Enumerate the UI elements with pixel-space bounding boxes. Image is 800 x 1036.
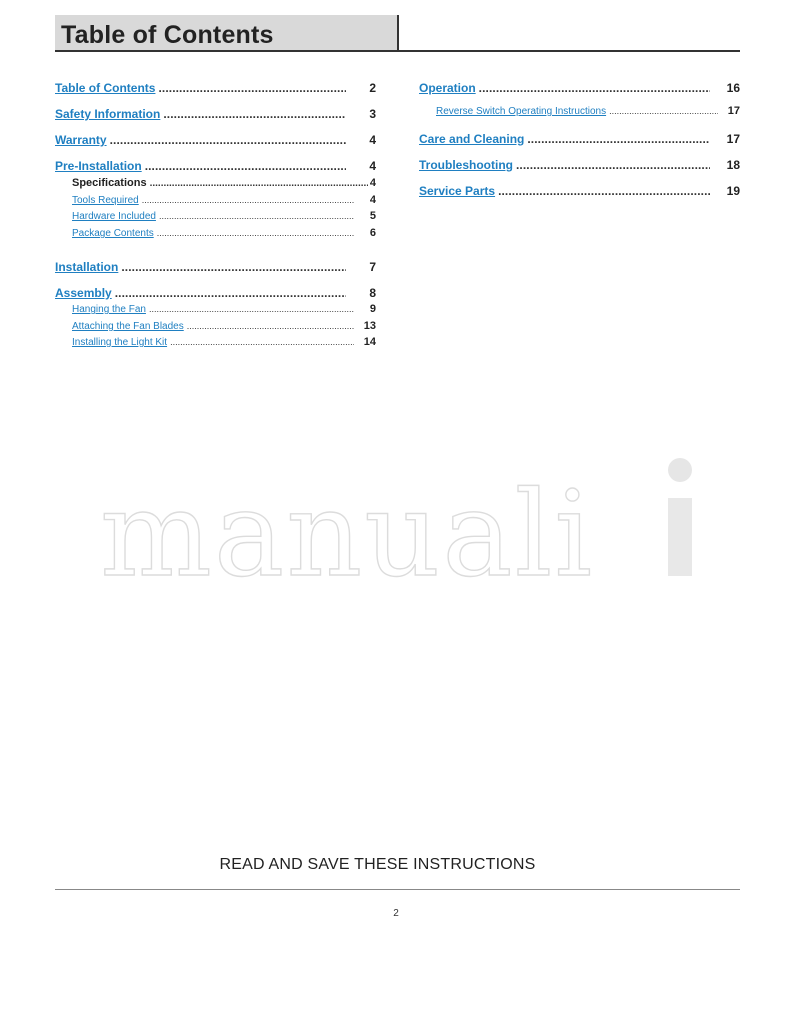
toc-entry-table-of-contents[interactable] bbox=[55, 81, 376, 95]
toc-entry-installing-light-kit[interactable] bbox=[72, 336, 376, 348]
toc-link[interactable]: Tools Required bbox=[72, 195, 139, 206]
watermark-logo bbox=[98, 440, 698, 585]
leader-dots bbox=[187, 321, 354, 331]
page-number: 2 bbox=[393, 908, 399, 919]
toc-link[interactable]: Operation bbox=[419, 81, 476, 95]
toc-link[interactable]: Safety Information bbox=[55, 107, 161, 121]
toc-link[interactable]: Installing the Light Kit bbox=[72, 337, 168, 348]
toc-entry-specifications bbox=[72, 177, 376, 189]
toc-entry-warranty[interactable] bbox=[55, 133, 376, 147]
toc-link[interactable]: Hanging the Fan bbox=[72, 304, 146, 315]
page-ref: 4 bbox=[369, 194, 376, 206]
toc-link[interactable]: Troubleshooting bbox=[419, 158, 513, 172]
page-ref: 3 bbox=[369, 107, 376, 121]
page-ref: 14 bbox=[363, 336, 376, 348]
toc-entry-hardware-included[interactable] bbox=[72, 210, 376, 222]
leader-dots bbox=[516, 158, 710, 172]
leader-dots bbox=[170, 337, 354, 347]
toc-link[interactable]: Warranty bbox=[55, 133, 107, 147]
toc-entry-tools-required[interactable] bbox=[72, 194, 376, 206]
toc-link[interactable]: Service Parts bbox=[419, 184, 496, 198]
leader-dots bbox=[145, 159, 346, 173]
toc-entry-service-parts[interactable] bbox=[419, 184, 740, 198]
toc-entry-pre-installation[interactable] bbox=[55, 159, 376, 173]
leader-dots bbox=[159, 211, 354, 221]
toc-entry-reverse-switch[interactable] bbox=[436, 105, 740, 117]
toc-entry-package-contents[interactable] bbox=[72, 227, 376, 239]
watermark-bar bbox=[668, 498, 692, 576]
read-and-save-notice: READ AND SAVE THESE INSTRUCTIONS bbox=[219, 856, 536, 873]
page-ref: 7 bbox=[369, 260, 376, 274]
leader-dots bbox=[115, 286, 346, 300]
page-ref: 5 bbox=[369, 210, 376, 222]
page-ref: 8 bbox=[369, 286, 376, 300]
page-ref: 18 bbox=[726, 158, 740, 172]
leader-dots bbox=[149, 304, 354, 314]
toc-entry-installation[interactable] bbox=[55, 260, 376, 274]
toc-link[interactable]: Attaching the Fan Blades bbox=[72, 321, 184, 332]
leader-dots bbox=[110, 133, 346, 147]
toc-link[interactable]: Table of Contents bbox=[55, 81, 156, 95]
footer-divider bbox=[55, 889, 740, 890]
toc-link[interactable]: Pre-Installation bbox=[55, 159, 142, 173]
page-ref: 16 bbox=[726, 81, 740, 95]
toc-entry-hanging-the-fan[interactable] bbox=[72, 303, 376, 315]
toc-entry-troubleshooting[interactable] bbox=[419, 158, 740, 172]
leader-dots bbox=[609, 106, 718, 116]
leader-dots bbox=[158, 81, 346, 95]
leader-dots bbox=[157, 228, 354, 238]
watermark-dot bbox=[668, 458, 692, 482]
leader-dots bbox=[142, 195, 354, 205]
page-ref: 17 bbox=[727, 105, 740, 117]
leader-dots bbox=[498, 184, 710, 198]
page-ref: 17 bbox=[726, 132, 740, 146]
title-divider-horizontal bbox=[55, 50, 740, 52]
toc-link[interactable]: Package Contents bbox=[72, 228, 154, 239]
toc-label: Specifications bbox=[72, 177, 147, 189]
toc-entry-safety-information[interactable] bbox=[55, 107, 376, 121]
leader-dots bbox=[150, 178, 368, 189]
leader-dots bbox=[479, 81, 710, 95]
toc-link[interactable]: Assembly bbox=[55, 286, 112, 300]
page-title: Table of Contents bbox=[61, 21, 274, 49]
toc-entry-attaching-fan-blades[interactable] bbox=[72, 320, 376, 332]
page-ref: 9 bbox=[369, 303, 376, 315]
page-ref: 4 bbox=[369, 133, 376, 147]
page-ref: 4 bbox=[369, 159, 376, 173]
toc-link[interactable]: Installation bbox=[55, 260, 119, 274]
toc-entry-care-and-cleaning[interactable] bbox=[419, 132, 740, 146]
leader-dots bbox=[163, 107, 346, 121]
page-ref: 6 bbox=[369, 227, 376, 239]
watermark-text: manuali bbox=[100, 465, 595, 585]
title-divider-vertical bbox=[397, 15, 399, 52]
toc-link[interactable]: Care and Cleaning bbox=[419, 132, 525, 146]
toc-link[interactable]: Reverse Switch Operating Instructions bbox=[436, 106, 607, 117]
page-ref: 2 bbox=[369, 81, 376, 95]
page-ref: 13 bbox=[363, 320, 376, 332]
leader-dots bbox=[121, 260, 346, 274]
toc-entry-assembly[interactable] bbox=[55, 286, 376, 300]
toc-link[interactable]: Hardware Included bbox=[72, 211, 156, 222]
page-ref: 19 bbox=[726, 184, 740, 198]
toc-entry-operation[interactable] bbox=[419, 81, 740, 95]
leader-dots bbox=[527, 132, 710, 146]
page-ref: 4 bbox=[369, 177, 376, 189]
